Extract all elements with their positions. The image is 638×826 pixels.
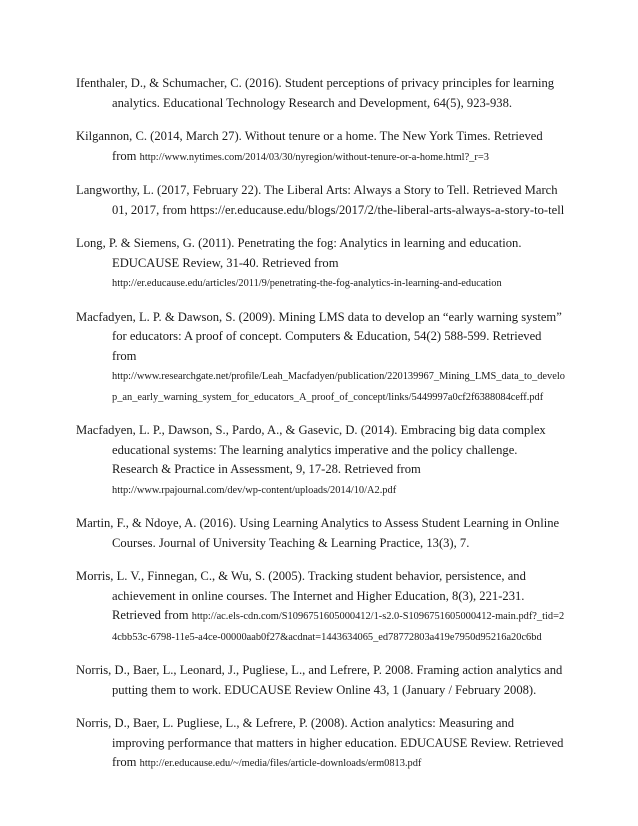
reference-text: Kilgannon, C. (2014, March 27). Without tenure or a home. The New York Times. Retrieved [76, 129, 543, 143]
reference-url[interactable]: http://er.educause.edu/articles/2011/9/penetrating-the-fog-analytics-in-learning-and-education [112, 278, 502, 289]
reference-entry [76, 181, 566, 220]
reference-entry [76, 514, 566, 553]
reference-text: Macfadyen, L. P. & Dawson, S. (2009). Mining LMS data to develop an “early warning system” for educators: A proof of concept. Computers & Education, 54(2) 588-599. Retrieved from [76, 309, 562, 363]
reference-text: Morris, L. V., Finnegan, C., & Wu, S. (2005). Tracking student behavior, persistence, and achievement in online courses. The Internet and Higher Education, 8(3), 221-231. Retrieved from [76, 569, 526, 622]
reference-text: Macfadyen, L. P., Dawson, S., Pardo, A., & Gasevic, D. (2014). Embracing big data complex educational systems: The learning analytics imperative and the policy challenge. Research & Practice in Assessment, 9, 17-28. Retrieved from [76, 423, 546, 476]
reference-entry [76, 421, 566, 500]
reference-entry [76, 714, 566, 774]
reference-entry [76, 74, 566, 113]
reference-entry [76, 308, 566, 408]
reference-url[interactable]: http://er.educause.edu/~/media/files/article-downloads/erm0813.pdf [139, 758, 422, 769]
reference-text: Martin, F., & Ndoye, A. (2016). Using Learning Analytics to Assess Student Learning in Online Courses. Journal of University Teaching & Learning Practice, 13(3), 7. [76, 516, 560, 550]
reference-lead: from [112, 755, 137, 769]
reference-text: Norris, D., Baer, L. Pugliese, L., & Lefrere, P. (2008). Action analytics: Measuring and improving performance that matters in higher education. EDUCAUSE Review. Retrieved [76, 716, 564, 750]
reference-url[interactable]: http://ac.els-cdn.com/S1096751605000412/1-s2.0-S1096751605000412-main.pdf?_tid=24cbb53c-6798-11e5-a4ce-00000aab0f27&acdnat=1443634065_ed78772803a419e7950d95216a20c6bd [112, 611, 565, 643]
reference-url[interactable]: http://www.rpajournal.com/dev/wp-content/uploads/2014/10/A2.pdf [112, 484, 397, 496]
reference-url[interactable]: http://www.researchgate.net/profile/Leah_Macfadyen/publication/220139967_Mining_LMS_data_to_develop_an_early_warning_system_for_educators_A_proof_of_concept/links/5449997a0cf2f6388084ceff.pdf [112, 371, 565, 403]
reference-entry [76, 567, 566, 647]
reference-url[interactable]: http://www.nytimes.com/2014/03/30/nyregion/without-tenure-or-a-home.html?_r=3 [139, 151, 489, 163]
reference-text: Long, P. & Siemens, G. (2011). Penetrating the fog: Analytics in learning and education. EDUCAUSE Review, 31-40. Retrieved from [76, 236, 522, 270]
reference-text: Ifenthaler, D., & Schumacher, C. (2016). Student perceptions of privacy principles for learning analytics. Educational Technology Research and Development, 64(5), 923-938. [76, 76, 555, 110]
reference-text: Langworthy, L. (2017, February 22). The Liberal Arts: Always a Story to Tell. Retrieved March 01, 2017, from https://er.educause.edu/blogs/2017/2/the-liberal-arts-always-a-story-to-tell [76, 183, 565, 217]
reference-entry [76, 127, 566, 167]
reference-entry [76, 661, 566, 700]
reference-lead: from [112, 148, 137, 163]
reference-text: Norris, D., Baer, L., Leonard, J., Pugliese, L., and Lefrere, P. 2008. Framing action analytics and putting them to work. EDUCAUSE Review Online 43, 1 (January / February 2008). [76, 663, 563, 697]
reference-list [76, 74, 566, 788]
reference-entry [76, 234, 566, 294]
